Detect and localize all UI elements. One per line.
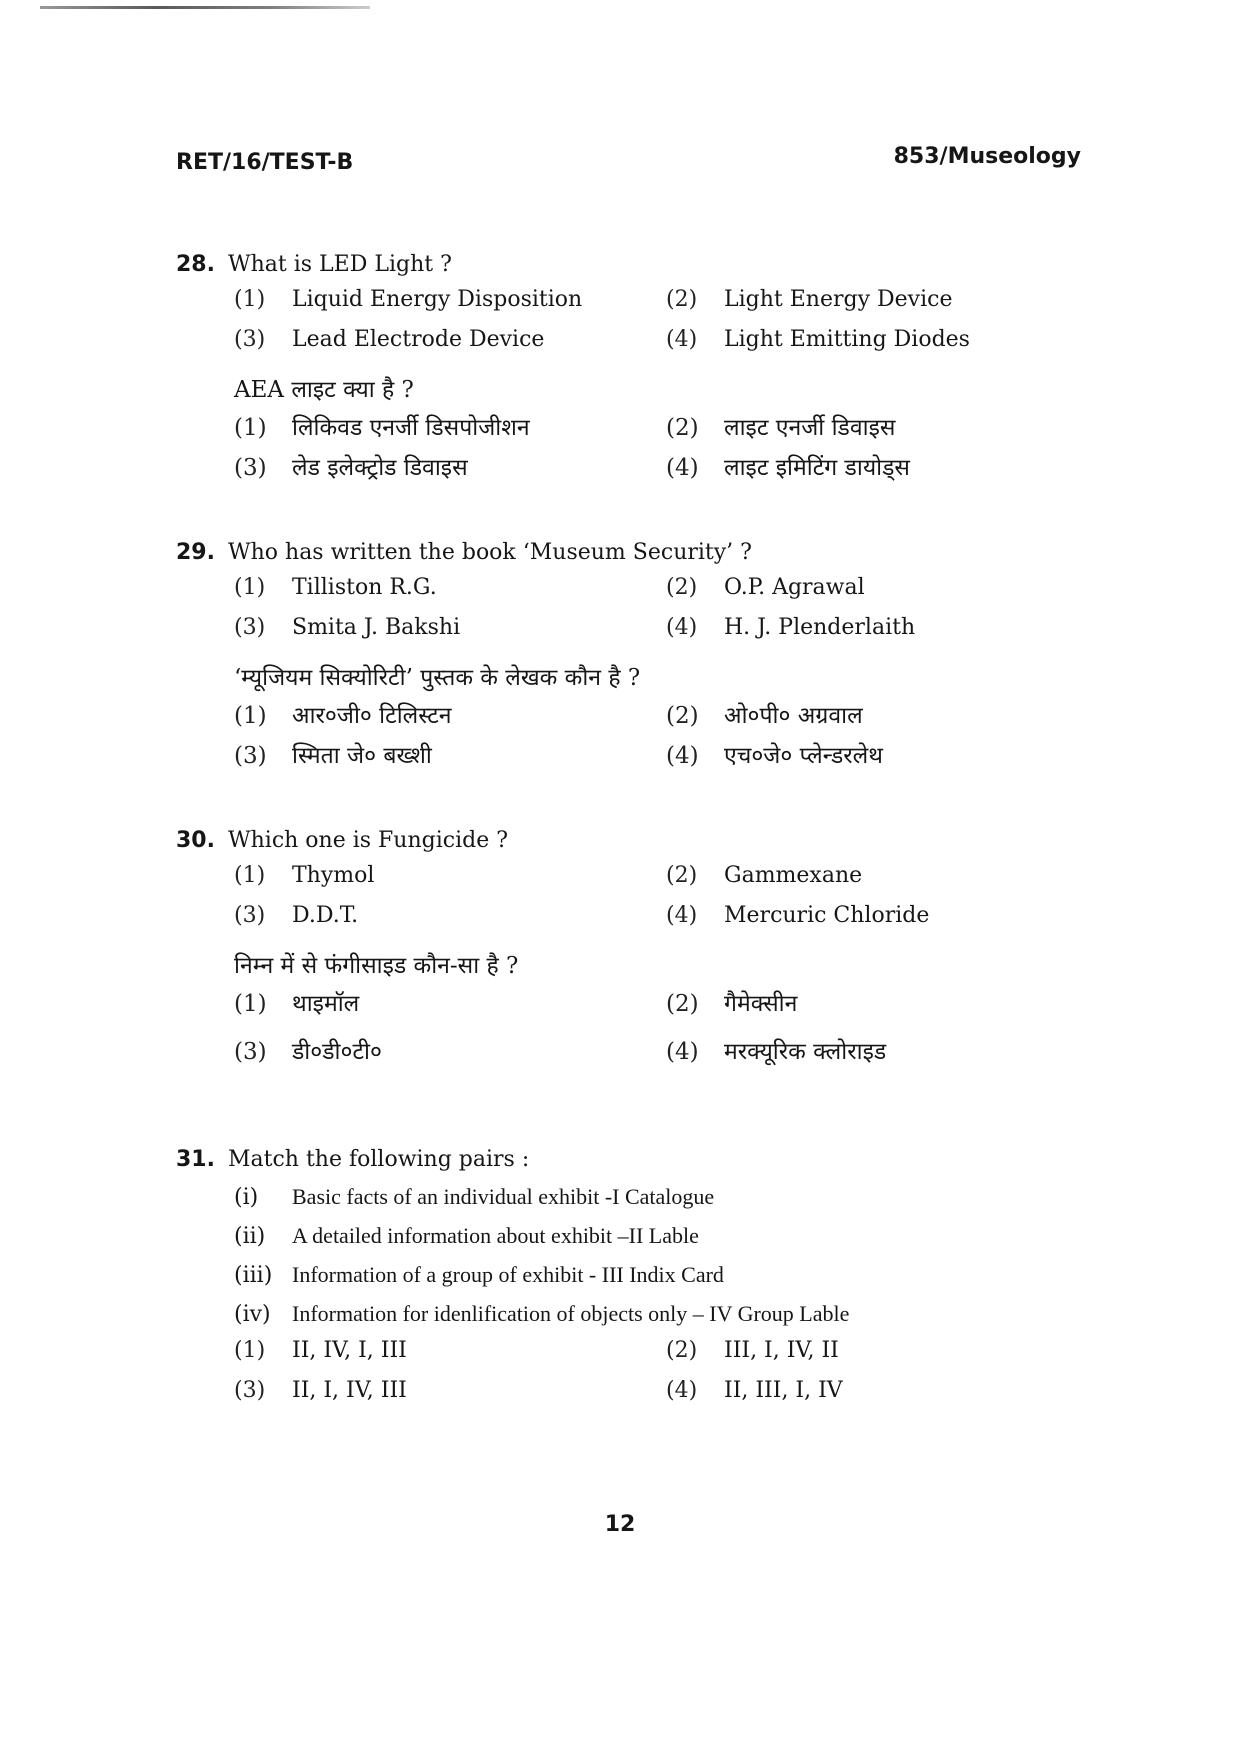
question-31 bbox=[176, 1143, 1076, 1409]
option: (4) Mercuric Chloride bbox=[666, 903, 930, 928]
option: (1) Tilliston R.G. bbox=[234, 575, 437, 600]
question-english: What is LED Light ? bbox=[228, 252, 452, 277]
question-english: Match the following pairs : bbox=[228, 1147, 530, 1172]
option: (1) आर०जी० टिलिस्टन bbox=[234, 703, 452, 729]
question-hindi: ‘म्यूजियम सिक्योरिटी’ पुस्तक के लेखक कौन है ? bbox=[234, 665, 641, 691]
options-hindi bbox=[234, 698, 1076, 774]
question-29 bbox=[176, 536, 1076, 774]
question-english: Which one is Fungicide ? bbox=[228, 828, 509, 853]
option: (1) थाइमॉल bbox=[234, 991, 360, 1017]
page-header bbox=[176, 144, 1081, 186]
option: (2) O.P. Agrawal bbox=[666, 575, 865, 600]
page-number: 12 bbox=[604, 1512, 636, 1537]
option: (2) ओ०पी० अग्रवाल bbox=[666, 703, 863, 729]
option: (2) Gammexane bbox=[666, 863, 863, 888]
question-number: 30. bbox=[176, 828, 215, 853]
option: (3) II, I, IV, III bbox=[234, 1378, 407, 1403]
options-english bbox=[234, 858, 1076, 934]
option: (3) डी०डी०टी० bbox=[234, 1039, 382, 1065]
question-30 bbox=[176, 824, 1076, 1070]
question-text bbox=[176, 536, 1076, 570]
option: (4) एच०जे० प्लेन्डरलेथ bbox=[666, 743, 883, 769]
scan-edge-mark bbox=[40, 6, 370, 9]
question-english: Who has written the book ‘Museum Security’ ? bbox=[228, 540, 752, 565]
test-code: RET/16/TEST-B bbox=[176, 150, 354, 175]
option: (4) लाइट इमिटिंग डायोड्स bbox=[666, 455, 910, 481]
match-pair: (iii) Information of a group of exhibit - III Indix Card bbox=[234, 1262, 724, 1288]
options-english bbox=[234, 282, 1076, 358]
question-hindi: निम्न में से फंगीसाइड कौन-सा है ? bbox=[234, 953, 519, 979]
option: (4) H. J. Plenderlaith bbox=[666, 615, 916, 640]
option: (3) D.D.T. bbox=[234, 903, 359, 928]
option: (1) Liquid Energy Disposition bbox=[234, 287, 583, 312]
question-text bbox=[176, 1143, 1076, 1177]
option: (3) Lead Electrode Device bbox=[234, 327, 545, 352]
match-pair: (iv) Information for idenlification of objects only – IV Group Lable bbox=[234, 1301, 850, 1327]
option: (1) II, IV, I, III bbox=[234, 1338, 407, 1363]
options-hindi bbox=[234, 986, 1076, 1070]
question-hindi: AEA लाइट क्या है ? bbox=[234, 377, 414, 403]
match-pair: (i) Basic facts of an individual exhibit -I Catalogue bbox=[234, 1184, 715, 1210]
option: (1) Thymol bbox=[234, 863, 375, 888]
option: (4) Light Emitting Diodes bbox=[666, 327, 970, 352]
match-pair: (ii) A detailed information about exhibit –II Lable bbox=[234, 1223, 699, 1249]
option: (1) लिकिवड एनर्जी डिसपोजीशन bbox=[234, 415, 530, 441]
option: (2) III, I, IV, II bbox=[666, 1338, 839, 1363]
option: (4) II, III, I, IV bbox=[666, 1378, 843, 1403]
subject-code: 853/Museology bbox=[893, 144, 1081, 169]
question-number: 28. bbox=[176, 252, 215, 277]
question-text bbox=[176, 248, 1076, 282]
option: (4) मरक्यूरिक क्लोराइड bbox=[666, 1039, 887, 1065]
option: (2) Light Energy Device bbox=[666, 287, 953, 312]
question-number: 29. bbox=[176, 540, 215, 565]
question-number: 31. bbox=[176, 1147, 215, 1172]
option: (2) गैमेक्सीन bbox=[666, 991, 798, 1017]
option: (2) लाइट एनर्जी डिवाइस bbox=[666, 415, 896, 441]
options-hindi bbox=[234, 410, 1076, 486]
question-28 bbox=[176, 248, 1076, 486]
question-text bbox=[176, 824, 1076, 858]
option: (3) Smita J. Bakshi bbox=[234, 615, 461, 640]
options-english bbox=[234, 1333, 1076, 1409]
match-pairs-list bbox=[234, 1177, 1076, 1333]
option: (3) लेड इलेक्ट्रोड डिवाइस bbox=[234, 455, 468, 481]
option: (3) स्मिता जे० बख्शी bbox=[234, 743, 432, 769]
options-english bbox=[234, 570, 1076, 646]
